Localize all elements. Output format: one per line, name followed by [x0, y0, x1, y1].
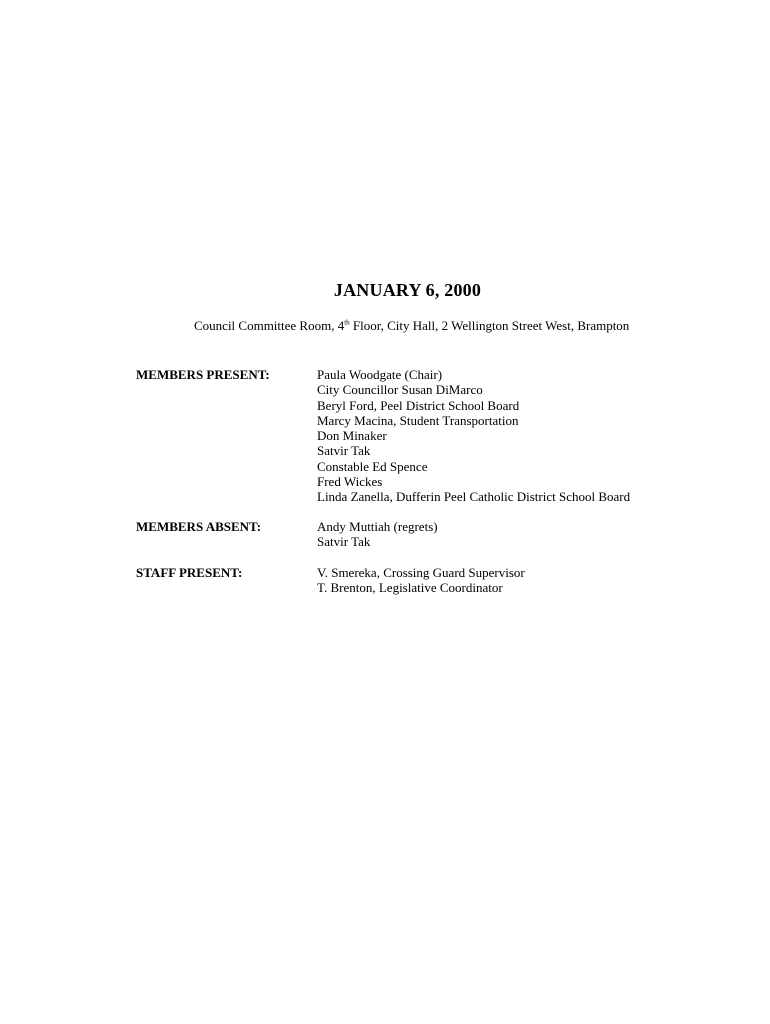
staff-present-label: STAFF PRESENT: [136, 565, 243, 580]
member-present-item: Constable Ed Spence [317, 458, 428, 474]
member-absent-item: Satvir Tak [317, 534, 371, 550]
member-present-item: Satvir Tak [317, 443, 371, 459]
member-present-item: Don Minaker [317, 428, 387, 444]
location-superscript: th [344, 318, 350, 327]
members-absent-label: MEMBERS ABSENT: [136, 519, 262, 534]
staff-present-list [317, 565, 525, 596]
member-present-item: Fred Wickes [317, 474, 383, 490]
member-present-item: City Councillor Susan DiMarco [317, 382, 483, 398]
member-present-item: Marcy Macina, Student Transportation [317, 412, 519, 428]
location-suffix: Floor, City Hall, 2 Wellington Street West, Brampton [349, 318, 630, 333]
meeting-location [194, 318, 629, 334]
member-present-item: Beryl Ford, Peel District School Board [317, 397, 520, 413]
member-present-item: Paula Woodgate (Chair) [317, 367, 443, 382]
members-absent-list [317, 519, 438, 550]
meeting-date-heading: JANUARY 6, 2000 [333, 280, 482, 300]
members-present-label: MEMBERS PRESENT: [136, 367, 270, 382]
members-present-list [317, 367, 630, 505]
location-prefix: Council Committee Room, 4 [194, 318, 345, 333]
staff-present-item: V. Smereka, Crossing Guard Supervisor [317, 565, 525, 580]
member-present-item: Linda Zanella, Dufferin Peel Catholic District School Board [317, 489, 631, 505]
member-absent-item: Andy Muttiah (regrets) [317, 519, 438, 534]
staff-present-item: T. Brenton, Legislative Coordinator [317, 580, 503, 596]
